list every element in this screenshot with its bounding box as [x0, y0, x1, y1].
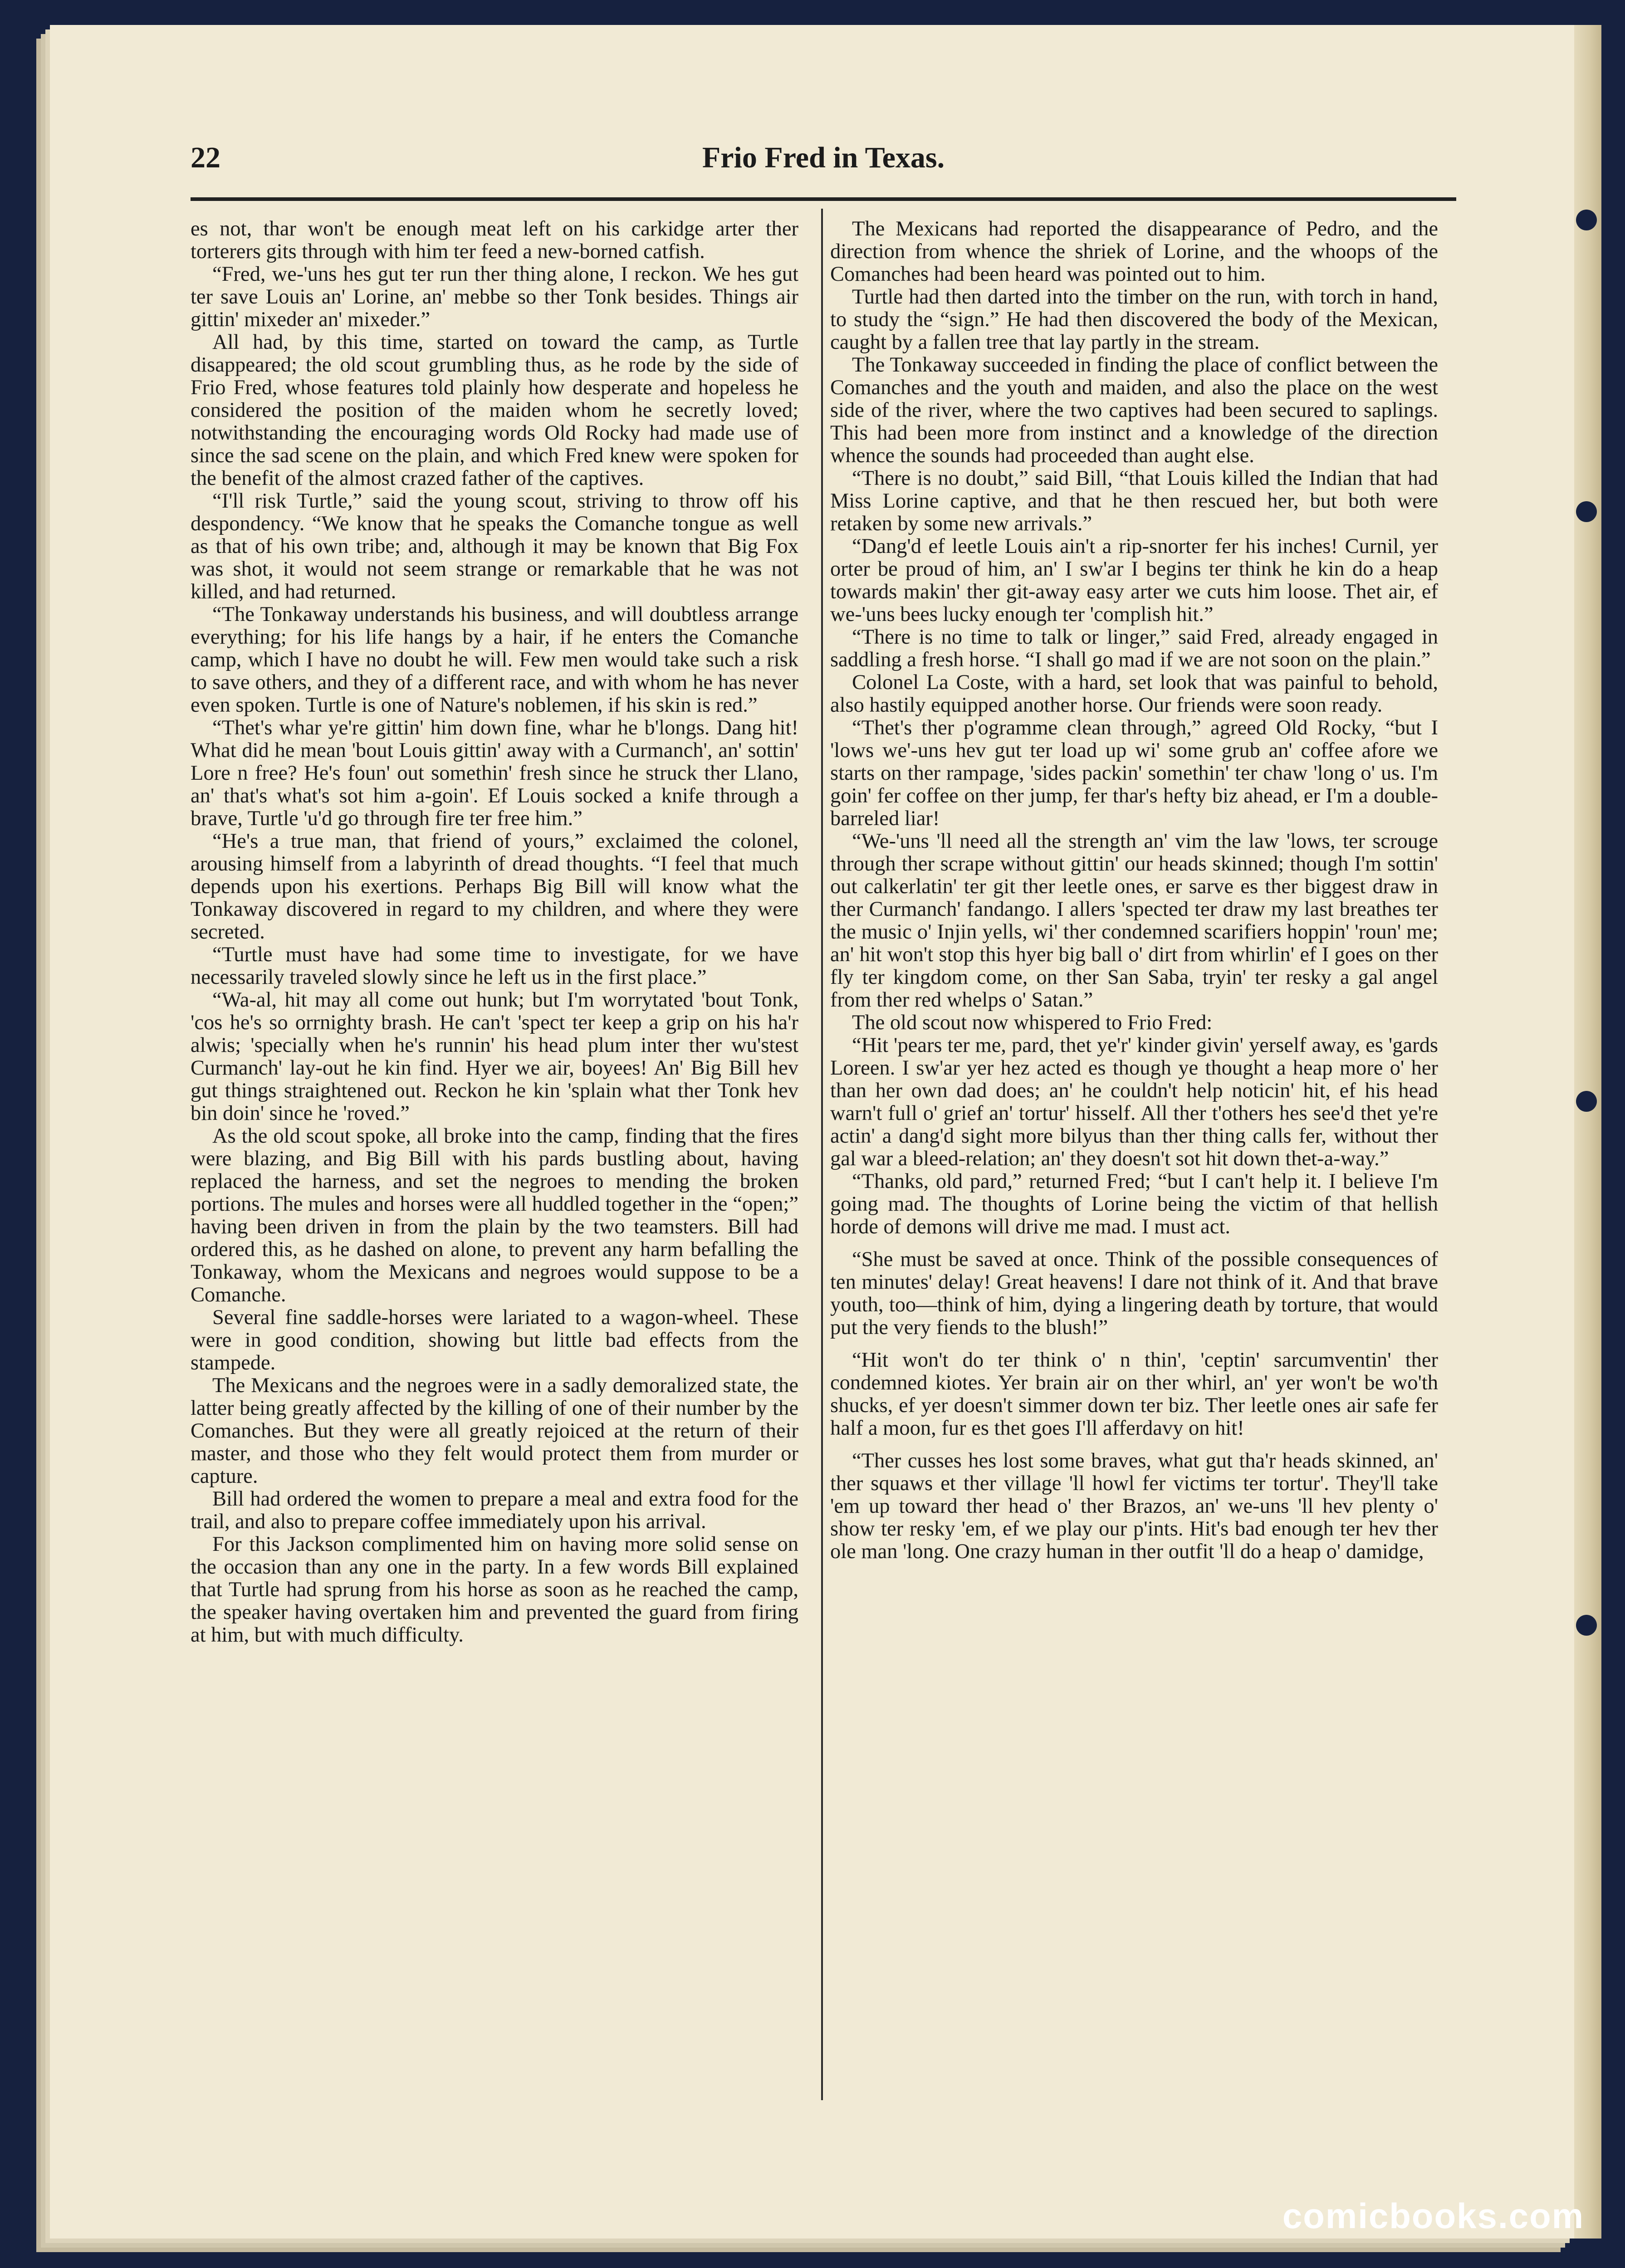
- paragraph: “I'll risk Turtle,” said the young scout, striving to throw off his despondency. “We know that he speaks the Comanche tongue as well as that of his own tribe; and, although it may be known that Big Fox was shot, it would not seem strange or remarkable that he was not killed, and had returned.: [191, 489, 798, 603]
- paragraph: “Fred, we-'uns hes gut ter run ther thing alone, I reckon. We hes gut ter save Louis an' Lorine, an' mebbe so ther Tonk besides. Things air gittin' mixeder an' mixeder.”: [191, 263, 798, 331]
- paragraph: “Thet's ther p'ogramme clean through,” agreed Old Rocky, “but I 'lows we'-uns hev gut ter load up wi' some grub an' coffee afore we starts on ther rampage, 'sides packin' somethin' ter chaw 'long o' us. I'm goin' fer coffee on ther jump, fer thar's hefty biz ahead, er I'm a double-barreled liar!: [830, 716, 1438, 830]
- paragraph: “We-'uns 'll need all the strength an' vim the law 'lows, ter scrouge through ther scrape without gittin' our heads skinned; though I'm sottin' out calkerlatin' ter git ther leetle ones, er sarve es ther biggest draw in ther Curmanch' fandango. I allers 'spected ter draw my last breathes ter the music o' Injin yells, wi' ther condemned scarifiers hoppin' 'roun' me; an' hit won't stop this hyer big ball o' dirt from whirlin' ef I goes on ther fly ter kingdom come, on ther San Saba, tryin' ter resky a gal angel from ther red whelps o' Satan.”: [830, 830, 1438, 1012]
- paragraph: As the old scout spoke, all broke into the camp, finding that the fires were blazing, and Big Bill with his pards bustling about, having replaced the harness, and set the negroes to mending the broken portions. The mules and horses were all huddled together in the “open;” having been driven in from the plain by the two teamsters. Bill had ordered this, as he dashed on alone, to prevent any harm befalling the Tonkaway, whom the Mexicans and negroes would suppose to be a Comanche.: [191, 1124, 798, 1306]
- paragraph: The Mexicans had reported the disappearance of Pedro, and the direction from whence the shriek of Lorine, and the whoops of the Comanches had been heard was pointed out to him.: [830, 217, 1438, 286]
- binding-hole: [1576, 210, 1597, 230]
- page-header: [191, 136, 1456, 191]
- paragraph: “Turtle must have had some time to investigate, for we have necessarily traveled slowly since he left us in the first place.”: [191, 943, 798, 989]
- page-binding: [1570, 25, 1601, 2239]
- paragraph: “Hit won't do ter think o' n thin', 'ceptin' sarcumventin' ther condemned kiotes. Yer brain air on ther whirl, an' yer won't be wo'th shucks, ef yer doesn't simmer down ter biz. Ther leetle ones air safe fer half a moon, fur es thet goes I'll afferdavy on hit!: [830, 1349, 1438, 1440]
- paragraph: “There is no doubt,” said Bill, “that Louis killed the Indian that had Miss Lorine captive, and that he then rescued her, but both were retaken by some new arrivals.”: [830, 467, 1438, 535]
- paragraph: “Hit 'pears ter me, pard, thet ye'r' kinder givin' yerself away, es 'gards Loreen. I sw'ar yer hez acted es though ye thought a heap more o' her than her own dad does; an' he couldn't help noticin' hit, ef his head warn't full o' grief an' tortur' hisself. All ther t'others hes see'd thet ye're actin' a dang'd sight more bilyus than ther thing calls fer, without ther gal war a bleed-relation; an' they doesn't sot hit down thet-a-way.”: [830, 1034, 1438, 1170]
- paragraph: es not, thar won't be enough meat left on his carkidge arter ther torterers gits through with him ter feed a new-borned catfish.: [191, 217, 798, 263]
- paragraph: All had, by this time, started on toward the camp, as Turtle disappeared; the old scout grumbling thus, as he rode by the side of Frio Fred, whose features told plainly how desperate and hopeless he considered the position of the maiden whom he secretly loved; notwithstanding the encouraging words Old Rocky had made use of since the sad scene on the plain, and which Fred knew were spoken for the benefit of the almost crazed father of the captives.: [191, 331, 798, 490]
- paragraph: “The Tonkaway understands his business, and will doubtless arrange everything; for his life hangs by a hair, if he enters the Comanche camp, which I have no doubt he will. Few men would take such a risk to save others, and they of a different race, and with whom he has never even spoken. Turtle is one of Nature's noblemen, if his skin is red.”: [191, 603, 798, 717]
- paragraph: Bill had ordered the women to prepare a meal and extra food for the trail, and also to prepare coffee immediately upon his arrival.: [191, 1487, 798, 1533]
- binding-hole: [1576, 501, 1597, 522]
- left-column: [191, 218, 798, 1647]
- header-rule: [191, 197, 1456, 201]
- paragraph: “He's a true man, that friend of yours,” exclaimed the colonel, arousing himself from a labyrinth of dread thoughts. “I feel that much depends upon his exertions. Perhaps Big Bill will know what the Tonkaway discovered in regard to my children, and where they were secreted.: [191, 830, 798, 943]
- binding-hole: [1576, 1615, 1597, 1636]
- paragraph: “There is no time to talk or linger,” said Fred, already engaged in saddling a fresh horse. “I shall go mad if we are not soon on the plain.”: [830, 626, 1438, 671]
- paragraph: Turtle had then darted into the timber on the run, with torch in hand, to study the “sign.” He had then discovered the body of the Mexican, caught by a fallen tree that lay partly in the stream.: [830, 285, 1438, 354]
- paragraph: “Thanks, old pard,” returned Fred; “but I can't help it. I believe I'm going mad. The thoughts of Lorine being the victim of that hellish horde of demons will drive me mad. I must act.: [830, 1170, 1438, 1238]
- paragraph: The Mexicans and the negroes were in a sadly demoralized state, the latter being greatly affected by the killing of one of their number by the Comanches. But they were all greatly rejoiced at the return of their master, and those who they felt would protect them from murder or capture.: [191, 1374, 798, 1488]
- paragraph: “Ther cusses hes lost some braves, what gut tha'r heads skinned, an' ther squaws et ther village 'll howl fer victims ter tortur'. They'll take 'em up toward ther head o' ther Brazos, an' we-uns 'll hev plenty o' show ter resky 'em, ef we play our p'ints. Hit's bad enough ter hev ther ole man 'long. One crazy human in ther outfit 'll do a heap o' damidge,: [830, 1449, 1438, 1563]
- page-number: 22: [191, 141, 220, 174]
- column-divider: [821, 209, 823, 2100]
- right-column: [830, 218, 1438, 1563]
- running-title: Frio Fred in Texas.: [702, 141, 945, 174]
- paragraph: “Wa-al, hit may all come out hunk; but I'm worrytated 'bout Tonk, 'cos he's so orrnighty brash. He can't 'spect ter keep a grip on his ha'r alwis; 'specially when he's runnin' his head plum inter ther wu'stest Curmanch' lay-out he kin find. Hyer we air, boyees! An' Big Bill hev gut things straightened out. Reckon he kin 'splain what ther Tonk hev bin doin' since he 'roved.”: [191, 988, 798, 1125]
- paragraph: The Tonkaway succeeded in finding the place of conflict between the Comanches and the youth and maiden, and also the place on the west side of the river, where the two captives had been secured to saplings. This had been more from instinct and a knowledge of the direction whence the sounds had proceeded than aught else.: [830, 353, 1438, 467]
- paragraph: “Thet's whar ye're gittin' him down fine, whar he b'longs. Dang hit! What did he mean 'bout Louis gittin' away with a Curmanch', an' sottin' Lore n free? He's foun' out somethin' fresh since he struck ther Llano, an' that's what's sot him a-goin'. Ef Louis socked a knife through a brave, Turtle 'u'd go through fire ter free him.”: [191, 716, 798, 830]
- paragraph: For this Jackson complimented him on having more solid sense on the occasion than any one in the party. In a few words Bill explained that Turtle had sprung from his horse as soon as he reached the camp, the speaker having overtaken him and prevented the guard from firing at him, but with much difficulty.: [191, 1533, 798, 1647]
- paragraph: “Dang'd ef leetle Louis ain't a rip-snorter fer his inches! Curnil, yer orter be proud of him, an' I sw'ar I begins ter think he kin do a heap towards makin' ther git-away easy arter we cuts him loose. Thet air, ef we-'uns bees lucky enough ter 'complish hit.”: [830, 535, 1438, 626]
- paragraph: The old scout now whispered to Frio Fred:: [852, 1011, 1213, 1034]
- binding-hole: [1576, 1091, 1597, 1112]
- paragraph: “She must be saved at once. Think of the possible consequences of ten minutes' delay! Great heavens! I dare not think of it. And that brave youth, too—think of him, dying a lingering death by torture, that would put the very fiends to the blush!”: [830, 1248, 1438, 1339]
- watermark: comicbooks.com: [1282, 2196, 1584, 2236]
- paragraph: Several fine saddle-horses were lariated to a wagon-wheel. These were in good condition, showing but little bad effects from the stampede.: [191, 1306, 798, 1374]
- paragraph: Colonel La Coste, with a hard, set look that was painful to behold, also hastily equipped another horse. Our friends were soon ready.: [830, 671, 1438, 717]
